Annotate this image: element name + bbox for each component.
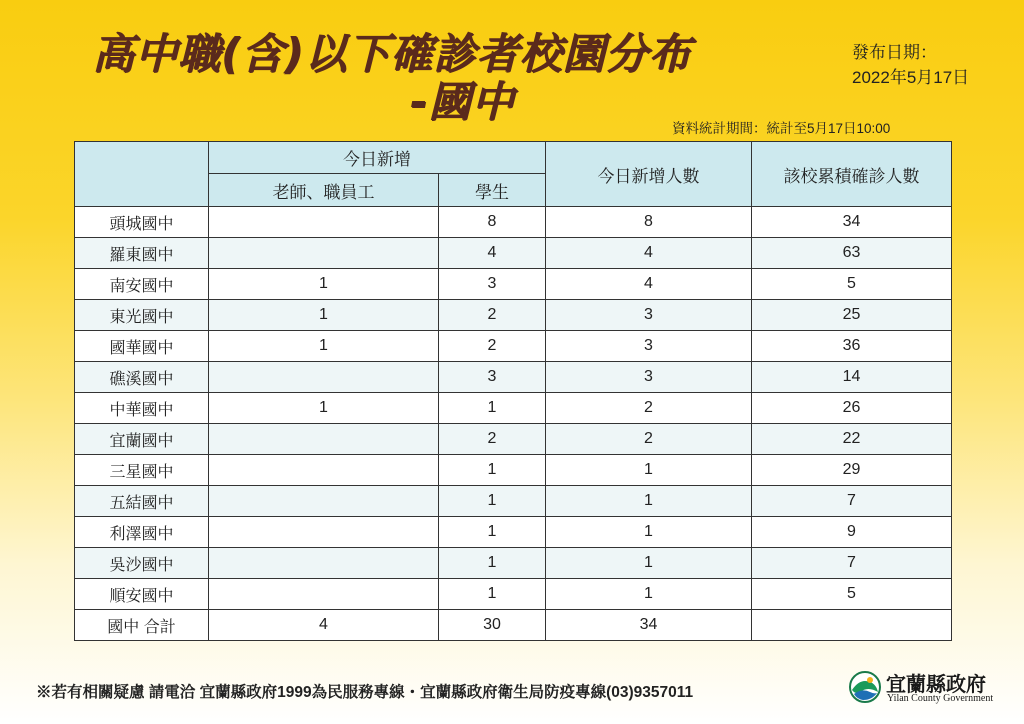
today-total-cell: 1 — [546, 517, 752, 548]
school-name-cell: 南安國中 — [75, 269, 209, 300]
today-total-cell: 8 — [546, 207, 752, 238]
student-count-cell: 2 — [439, 424, 546, 455]
school-name-cell: 三星國中 — [75, 455, 209, 486]
school-name-cell: 五結國中 — [75, 486, 209, 517]
cumulative-cell: 7 — [752, 548, 952, 579]
cumulative-cell: 14 — [752, 362, 952, 393]
staff-count-cell: 1 — [209, 300, 439, 331]
yilan-emblem-icon — [848, 670, 882, 704]
government-logo — [848, 668, 1018, 708]
table-row — [75, 238, 952, 269]
school-name-cell: 礁溪國中 — [75, 362, 209, 393]
cumulative-cell: 29 — [752, 455, 952, 486]
student-count-cell: 3 — [439, 362, 546, 393]
stats-period: 資料統計期間：統計至5月17日10:00 — [672, 121, 891, 136]
student-count-cell: 1 — [439, 517, 546, 548]
cumulative-header: 該校累積確診人數 — [752, 142, 952, 207]
today-total-cell: 4 — [546, 269, 752, 300]
school-column-header — [75, 142, 209, 207]
table-row — [75, 579, 952, 610]
today-total-header: 今日新增人數 — [546, 142, 752, 207]
table-row — [75, 300, 952, 331]
publish-info — [852, 40, 1012, 90]
table-row — [75, 269, 952, 300]
school-name-cell: 東光國中 — [75, 300, 209, 331]
table-row — [75, 455, 952, 486]
title-line-2: -國中 — [410, 77, 515, 126]
school-name-cell: 中華國中 — [75, 393, 209, 424]
cumulative-cell: 63 — [752, 238, 952, 269]
publish-date: 2022年5月17日 — [852, 68, 970, 87]
school-name-cell: 順安國中 — [75, 579, 209, 610]
staff-count-cell: 1 — [209, 331, 439, 362]
title-line-1: 高中職(含)以下確診者校園分布 — [92, 29, 692, 78]
staff-count-cell — [209, 238, 439, 269]
table-row — [75, 362, 952, 393]
logo-subtitle: Yilan County Government — [887, 693, 994, 704]
today-total-cell: 2 — [546, 393, 752, 424]
today-total-cell: 1 — [546, 579, 752, 610]
cumulative-cell: 34 — [752, 207, 952, 238]
table-row — [75, 424, 952, 455]
staff-count-cell — [209, 548, 439, 579]
student-count-cell: 4 — [439, 238, 546, 269]
today-total-cell: 1 — [546, 548, 752, 579]
school-name-cell: 羅東國中 — [75, 238, 209, 269]
cumulative-cell: 7 — [752, 486, 952, 517]
staff-header: 老師、職員工 — [209, 174, 439, 207]
student-count-cell: 1 — [439, 548, 546, 579]
total-cumulative-cell — [752, 610, 952, 641]
student-count-cell: 1 — [439, 579, 546, 610]
staff-count-cell: 1 — [209, 393, 439, 424]
school-name-cell: 頭城國中 — [75, 207, 209, 238]
today-total-cell: 4 — [546, 238, 752, 269]
staff-count-cell — [209, 455, 439, 486]
staff-count-cell: 1 — [209, 269, 439, 300]
cumulative-cell: 26 — [752, 393, 952, 424]
logo-name: 宜蘭縣政府 — [886, 672, 986, 696]
today-new-group-header: 今日新增 — [209, 142, 546, 174]
table-body — [75, 207, 952, 641]
student-count-cell: 1 — [439, 393, 546, 424]
cumulative-cell: 25 — [752, 300, 952, 331]
staff-count-cell — [209, 207, 439, 238]
total-student-count-cell: 30 — [439, 610, 546, 641]
student-count-cell: 2 — [439, 300, 546, 331]
student-count-cell: 3 — [439, 269, 546, 300]
student-count-cell: 2 — [439, 331, 546, 362]
table-row — [75, 517, 952, 548]
student-count-cell: 1 — [439, 486, 546, 517]
table-row — [75, 393, 952, 424]
staff-count-cell — [209, 424, 439, 455]
student-count-cell: 8 — [439, 207, 546, 238]
cumulative-cell: 36 — [752, 331, 952, 362]
total-school-name-cell: 國中 合計 — [75, 610, 209, 641]
table-row — [75, 548, 952, 579]
today-total-cell: 2 — [546, 424, 752, 455]
today-total-cell: 3 — [546, 331, 752, 362]
cumulative-cell: 5 — [752, 269, 952, 300]
page-title — [92, 30, 852, 126]
student-count-cell: 1 — [439, 455, 546, 486]
table-row — [75, 207, 952, 238]
school-name-cell: 利澤國中 — [75, 517, 209, 548]
staff-count-cell — [209, 579, 439, 610]
students-header: 學生 — [439, 174, 546, 207]
total-staff-count-cell: 4 — [209, 610, 439, 641]
today-total-cell: 1 — [546, 486, 752, 517]
publish-label: 發布日期： — [852, 43, 937, 62]
cases-table — [74, 141, 952, 641]
cumulative-cell: 5 — [752, 579, 952, 610]
today-total-cell: 3 — [546, 362, 752, 393]
staff-count-cell — [209, 517, 439, 548]
school-name-cell: 吳沙國中 — [75, 548, 209, 579]
staff-count-cell — [209, 362, 439, 393]
total-today-total-cell: 34 — [546, 610, 752, 641]
school-name-cell: 國華國中 — [75, 331, 209, 362]
today-total-cell: 3 — [546, 300, 752, 331]
today-total-cell: 1 — [546, 455, 752, 486]
total-row — [75, 610, 952, 641]
table-row — [75, 486, 952, 517]
school-name-cell: 宜蘭國中 — [75, 424, 209, 455]
cumulative-cell: 22 — [752, 424, 952, 455]
staff-count-cell — [209, 486, 439, 517]
table-row — [75, 331, 952, 362]
contact-note: ※若有相關疑慮 請電洽 宜蘭縣政府1999為民服務專線・宜蘭縣政府衛生局防疫專線(03)9357011 — [36, 684, 694, 701]
cumulative-cell: 9 — [752, 517, 952, 548]
